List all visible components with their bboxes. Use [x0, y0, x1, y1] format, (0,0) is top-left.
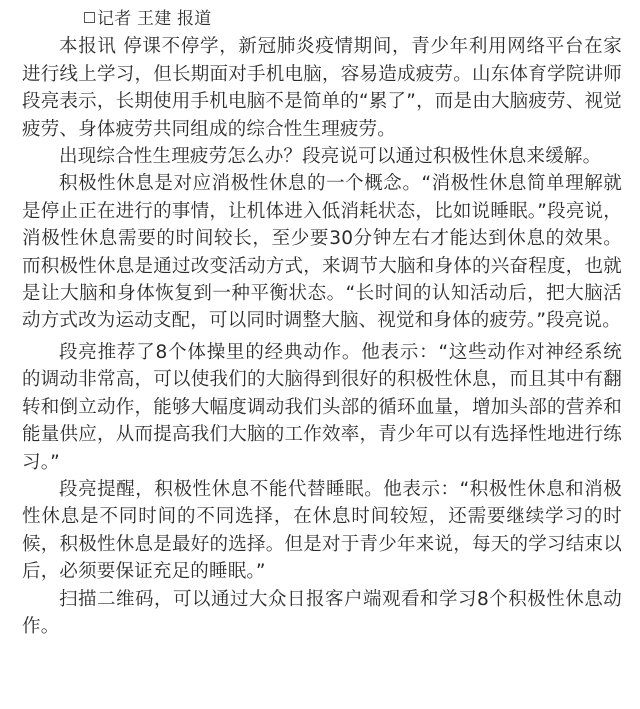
paragraph-intro: 本报讯 停课不停学，新冠肺炎疫情期间，青少年利用网络平台在家进行线上学习，但长期面对手机电脑，容易造成疲劳。山东体育学院讲师段亮表示，长期使用手机电脑不是简单的“累了”，而是由大脑疲劳、视觉疲劳、身体疲劳共同组成的综合性生理疲劳。	[22, 36, 622, 140]
paragraph-question: 出现综合性生理疲劳怎么办？段亮说可以通过积极性休息来缓解。	[59, 146, 602, 168]
byline	[22, 6, 622, 33]
paragraph-active-rest-concept: 积极性休息是对应消极性休息的一个概念。“消极性休息简单理解就是停止正在进行的事情，让机体进入低消耗状态，比如说睡眠。”段亮说，消极性休息需要的时间较长，至少要30分钟左右才能达到休息的效果。而积极性休息是通过改变活动方式，来调节大脑和身体的兴奋程度，也就是让大脑和身体恢复到一种平衡状态。“长时间的认知活动后，把大脑活动方式改为运动支配，可以同时调整大脑、视觉和身体的疲劳。”段亮说。	[22, 173, 622, 332]
paragraph-sleep-reminder: 段亮提醒，积极性休息不能代替睡眠。他表示：“积极性休息和消极性休息是不同时间的不同选择，在休息时间较短，还需要继续学习的时候，积极性休息是最好的选择。但是对于青少年来说，每天的学习结束以后，必须要保证充足的睡眠。”	[22, 478, 622, 583]
paragraph-gymnastics-moves: 段亮推荐了8个体操里的经典动作。他表示：“这些动作对神经系统的调动非常高，可以使我们的大脑得到很好的积极性休息，而且其中有翻转和倒立动作，能够大幅度调动我们头部的循环血量，增加头部的营养和能量供应，从而提高我们大脑的工作效率，青少年可以有选择性地进行练习。”	[22, 341, 622, 473]
byline-text: 记者 王建 报道	[97, 9, 212, 29]
paragraph-qr-code: 扫描二维码，可以通过大众日报客户端观看和学习8个积极性休息动作。	[22, 588, 622, 637]
square-bullet-icon	[84, 12, 95, 23]
